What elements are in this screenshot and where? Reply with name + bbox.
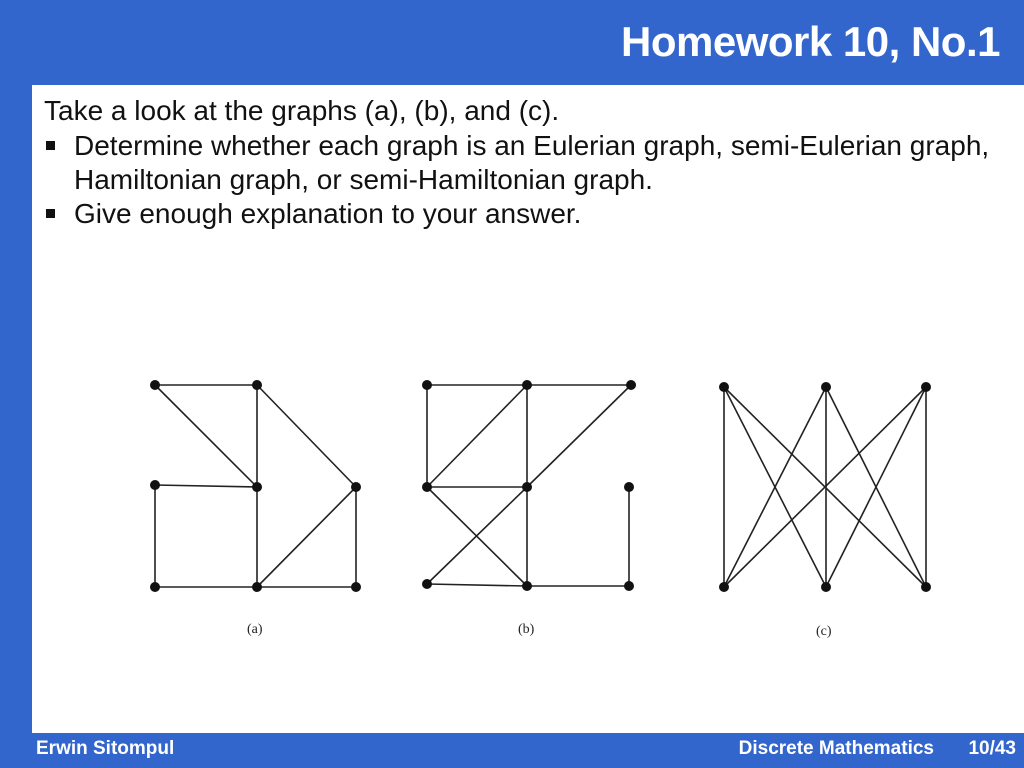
graph-vertex bbox=[150, 480, 160, 490]
graph-edge bbox=[527, 385, 631, 487]
graph-vertex bbox=[422, 380, 432, 390]
graph-vertex bbox=[719, 582, 729, 592]
graph-edge bbox=[155, 485, 257, 487]
graph-vertex bbox=[252, 582, 262, 592]
graph-vertex bbox=[351, 582, 361, 592]
graph-vertex bbox=[252, 482, 262, 492]
graph-vertex bbox=[624, 581, 634, 591]
graph-b bbox=[422, 380, 636, 591]
bullet-text: Give enough explanation to your answer. bbox=[74, 198, 582, 229]
graph-vertex bbox=[921, 382, 931, 392]
bullet-text: Determine whether each graph is an Eulerian graph, semi-Eulerian graph, Hamiltonian graph, or semi-Hamiltonian graph. bbox=[74, 130, 990, 195]
page-number: 10/43 bbox=[968, 738, 1016, 759]
graph-vertex bbox=[719, 382, 729, 392]
caption-c: (c) bbox=[816, 624, 832, 639]
graph-vertex bbox=[150, 582, 160, 592]
graph-edge bbox=[155, 385, 257, 487]
graph-vertex bbox=[921, 582, 931, 592]
graph-vertex bbox=[821, 582, 831, 592]
graph-edge bbox=[427, 584, 527, 586]
graph-vertex bbox=[522, 581, 532, 591]
caption-b: (b) bbox=[518, 622, 535, 637]
graph-vertex bbox=[821, 382, 831, 392]
graph-vertex bbox=[522, 380, 532, 390]
graph-vertex bbox=[252, 380, 262, 390]
footer-author: Erwin Sitompul bbox=[36, 738, 175, 759]
caption-a: (a) bbox=[247, 622, 263, 637]
graph-vertex bbox=[422, 482, 432, 492]
graph-a bbox=[150, 380, 361, 592]
slide-title: Homework 10, No.1 bbox=[621, 18, 1000, 65]
graph-vertex bbox=[626, 380, 636, 390]
graph-vertex bbox=[522, 482, 532, 492]
graph-vertex bbox=[150, 380, 160, 390]
footer-course: Discrete Mathematics bbox=[738, 738, 934, 759]
intro-text: Take a look at the graphs (a), (b), and (c). bbox=[44, 95, 560, 126]
graph-edge bbox=[257, 487, 356, 587]
graph-vertex bbox=[351, 482, 361, 492]
graph-edge bbox=[257, 385, 356, 487]
graph-c bbox=[719, 382, 931, 592]
graph-vertex bbox=[624, 482, 634, 492]
graph-edge bbox=[427, 385, 527, 487]
graph-vertex bbox=[422, 579, 432, 589]
